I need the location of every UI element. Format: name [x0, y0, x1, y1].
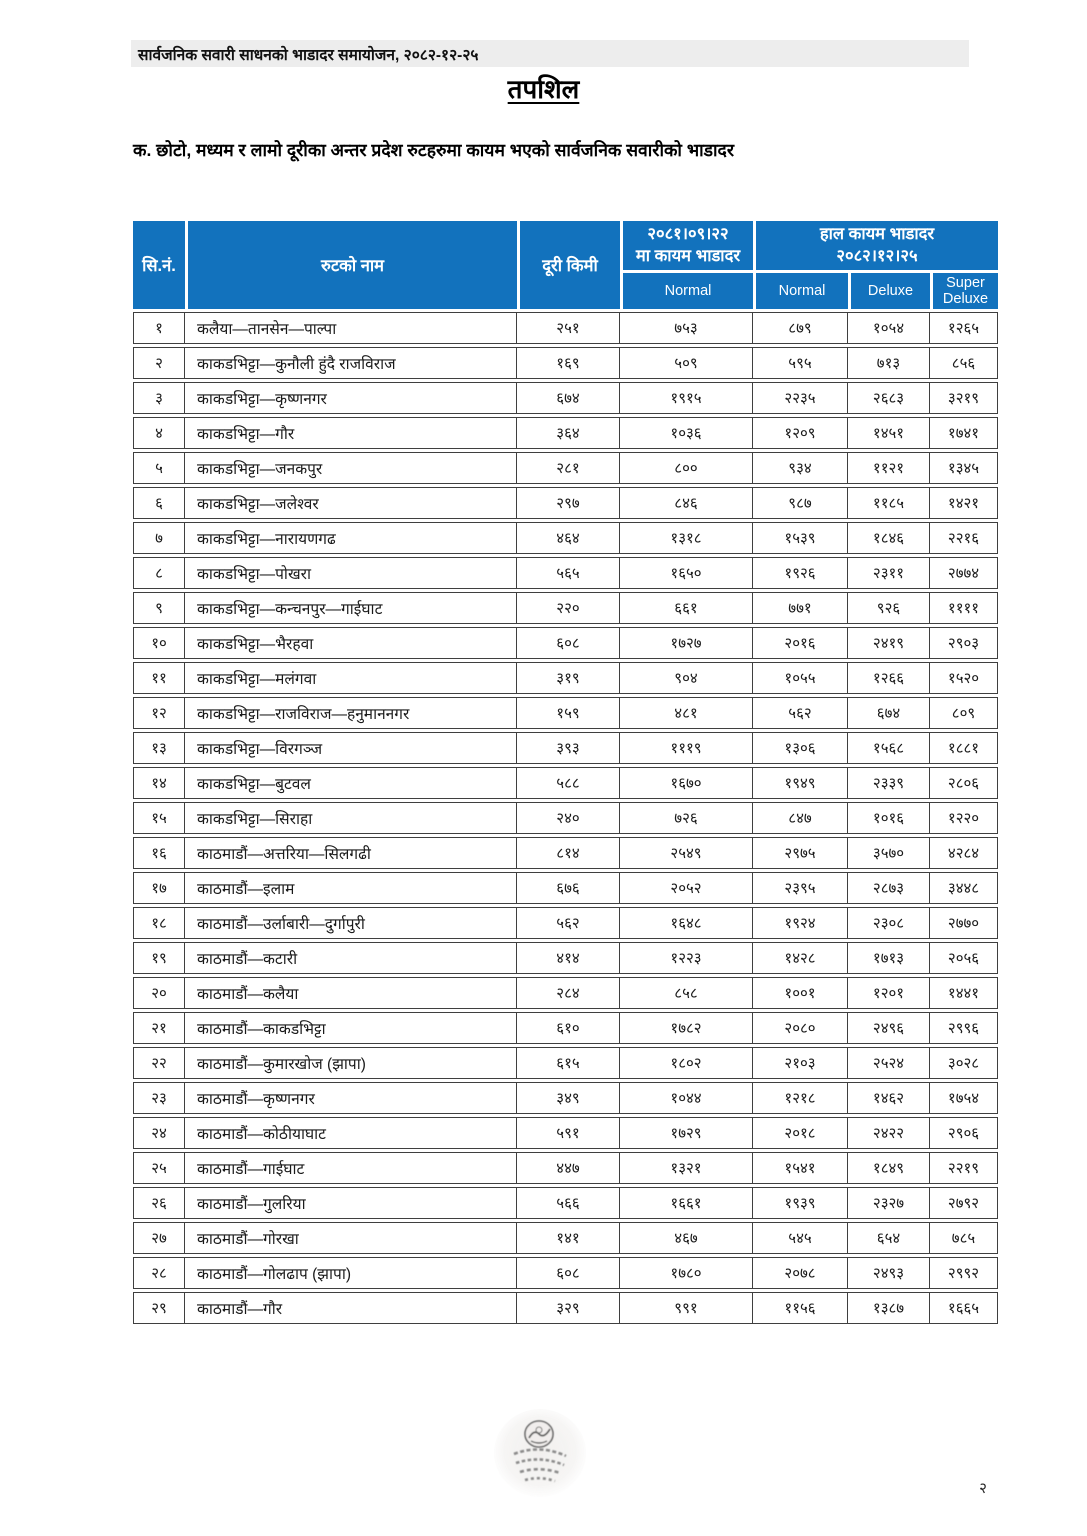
- cell-deluxe-fare: १०१६: [848, 802, 930, 834]
- cell-distance: १५९: [517, 697, 620, 729]
- cell-serial-number: १०: [133, 627, 185, 659]
- cell-serial-number: २१: [133, 1012, 185, 1044]
- cell-serial-number: ४: [133, 417, 185, 449]
- cell-deluxe-fare: १२६६: [848, 662, 930, 694]
- cell-normal-fare: १२१८: [753, 1082, 848, 1114]
- cell-super-deluxe-fare: १८८१: [930, 732, 998, 764]
- table-row: [133, 1152, 998, 1184]
- cell-normal-fare: २०८०: [753, 1012, 848, 1044]
- table-row: [133, 557, 998, 589]
- cell-serial-number: २८: [133, 1257, 185, 1289]
- cell-normal-fare: ११५६: [753, 1292, 848, 1324]
- cell-distance: ६१०: [517, 1012, 620, 1044]
- table-row: [133, 1257, 998, 1289]
- cell-old-normal-fare: ८५८: [620, 977, 753, 1009]
- cell-super-deluxe-fare: १४४१: [930, 977, 998, 1009]
- cell-route-name: काकडभिट्टा—जलेश्वर: [185, 487, 517, 519]
- cell-super-deluxe-fare: १६६५: [930, 1292, 998, 1324]
- cell-old-normal-fare: ९०४: [620, 662, 753, 694]
- cell-normal-fare: १२०९: [753, 417, 848, 449]
- cell-serial-number: १: [133, 312, 185, 344]
- cell-super-deluxe-fare: १२२०: [930, 802, 998, 834]
- cell-old-normal-fare: १६६१: [620, 1187, 753, 1219]
- cell-old-normal-fare: ५०९: [620, 347, 753, 379]
- table-row: [133, 1117, 998, 1149]
- cell-distance: ६७६: [517, 872, 620, 904]
- cell-super-deluxe-fare: २२१९: [930, 1152, 998, 1184]
- cell-route-name: काठमाडौं—गौर: [185, 1292, 517, 1324]
- table-row: [133, 592, 998, 624]
- table-row: [133, 942, 998, 974]
- cell-serial-number: २४: [133, 1117, 185, 1149]
- cell-deluxe-fare: १७१३: [848, 942, 930, 974]
- cell-super-deluxe-fare: १५२०: [930, 662, 998, 694]
- cell-route-name: काकडभिट्टा—सिराहा: [185, 802, 517, 834]
- cell-serial-number: १४: [133, 767, 185, 799]
- cell-old-normal-fare: १६४८: [620, 907, 753, 939]
- cell-normal-fare: १०५५: [753, 662, 848, 694]
- cell-route-name: काठमाडौं—गोलढाप (झापा): [185, 1257, 517, 1289]
- cell-route-name: काकडभिट्टा—पोखरा: [185, 557, 517, 589]
- cell-deluxe-fare: ६५४: [848, 1222, 930, 1254]
- cell-route-name: काकडभिट्टा—कुनौली हुंदै राजविराज: [185, 347, 517, 379]
- cell-serial-number: १६: [133, 837, 185, 869]
- cell-deluxe-fare: २३३९: [848, 767, 930, 799]
- cell-deluxe-fare: ११२१: [848, 452, 930, 484]
- cell-super-deluxe-fare: ३४४८: [930, 872, 998, 904]
- cell-super-deluxe-fare: २७७०: [930, 907, 998, 939]
- cell-serial-number: ५: [133, 452, 185, 484]
- cell-distance: ५६५: [517, 557, 620, 589]
- cell-super-deluxe-fare: २२१६: [930, 522, 998, 554]
- cell-serial-number: ३: [133, 382, 185, 414]
- cell-deluxe-fare: २५२४: [848, 1047, 930, 1079]
- cell-route-name: काठमाडौं—कृष्णनगर: [185, 1082, 517, 1114]
- cell-old-normal-fare: ८००: [620, 452, 753, 484]
- cell-serial-number: १८: [133, 907, 185, 939]
- current-fare-label: हाल कायम भाडादर: [819, 225, 935, 243]
- col-header-distance-km: दूरी किमी: [517, 221, 620, 309]
- col-header-route-name: रुटको नाम: [185, 221, 517, 309]
- cell-super-deluxe-fare: १७५४: [930, 1082, 998, 1114]
- cell-normal-fare: ५६२: [753, 697, 848, 729]
- cell-old-normal-fare: ८४६: [620, 487, 753, 519]
- col-header-old-fare: [620, 221, 753, 270]
- cell-old-normal-fare: १६५०: [620, 557, 753, 589]
- table-row: [133, 312, 998, 344]
- cell-super-deluxe-fare: ४२८४: [930, 837, 998, 869]
- current-fare-date: २०८२।१२।२५: [836, 247, 918, 266]
- cell-route-name: काकडभिट्टा—नारायणगढ: [185, 522, 517, 554]
- cell-route-name: काकडभिट्टा—राजविराज—हनुमाननगर: [185, 697, 517, 729]
- table-row: [133, 1292, 998, 1324]
- cell-deluxe-fare: ११८५: [848, 487, 930, 519]
- cell-route-name: काठमाडौं—कटारी: [185, 942, 517, 974]
- cell-distance: २२०: [517, 592, 620, 624]
- cell-deluxe-fare: २४९६: [848, 1012, 930, 1044]
- cell-distance: ६०८: [517, 1257, 620, 1289]
- cell-deluxe-fare: १४६२: [848, 1082, 930, 1114]
- cell-super-deluxe-fare: १७४१: [930, 417, 998, 449]
- cell-route-name: काकडभिट्टा—गौर: [185, 417, 517, 449]
- cell-deluxe-fare: ६७४: [848, 697, 930, 729]
- cell-route-name: काठमाडौं—उर्लाबारी—दुर्गापुरी: [185, 907, 517, 939]
- cell-deluxe-fare: २४१९: [848, 627, 930, 659]
- cell-old-normal-fare: १९१५: [620, 382, 753, 414]
- cell-route-name: काठमाडौं—अत्तरिया—सिलगढी: [185, 837, 517, 869]
- cell-old-normal-fare: १३२१: [620, 1152, 753, 1184]
- cell-normal-fare: २०१६: [753, 627, 848, 659]
- cell-normal-fare: ५४५: [753, 1222, 848, 1254]
- old-fare-label: मा कायम भाडादर: [635, 247, 741, 266]
- section-subtitle: क. छोटो, मध्यम र लामो दूरीका अन्तर प्रदेश रुटहरुमा कायम भएको सार्वजनिक सवारीको भाडादर: [133, 140, 735, 160]
- document-header-bar: [131, 40, 969, 67]
- cell-old-normal-fare: १२२३: [620, 942, 753, 974]
- cell-distance: १४१: [517, 1222, 620, 1254]
- cell-serial-number: २९: [133, 1292, 185, 1324]
- cell-serial-number: १२: [133, 697, 185, 729]
- table-row: [133, 907, 998, 939]
- cell-super-deluxe-fare: ८५६: [930, 347, 998, 379]
- cell-route-name: काकडभिट्टा—भैरहवा: [185, 627, 517, 659]
- cell-deluxe-fare: २३११: [848, 557, 930, 589]
- cell-old-normal-fare: ७५३: [620, 312, 753, 344]
- cell-normal-fare: ९८७: [753, 487, 848, 519]
- cell-deluxe-fare: १०५४: [848, 312, 930, 344]
- cell-normal-fare: ७७१: [753, 592, 848, 624]
- cell-normal-fare: २०७८: [753, 1257, 848, 1289]
- cell-old-normal-fare: १७८२: [620, 1012, 753, 1044]
- cell-distance: २४०: [517, 802, 620, 834]
- cell-deluxe-fare: १५६८: [848, 732, 930, 764]
- cell-route-name: काठमाडौं—इलाम: [185, 872, 517, 904]
- table-row: [133, 522, 998, 554]
- cell-serial-number: ७: [133, 522, 185, 554]
- cell-serial-number: ८: [133, 557, 185, 589]
- table-row: [133, 802, 998, 834]
- cell-deluxe-fare: १४५१: [848, 417, 930, 449]
- cell-normal-fare: १९३९: [753, 1187, 848, 1219]
- cell-serial-number: २६: [133, 1187, 185, 1219]
- cell-old-normal-fare: १३१८: [620, 522, 753, 554]
- cell-route-name: काठमाडौं—गाईघाट: [185, 1152, 517, 1184]
- cell-super-deluxe-fare: ३२१९: [930, 382, 998, 414]
- fare-table-header: [133, 221, 998, 309]
- cell-old-normal-fare: १८०२: [620, 1047, 753, 1079]
- cell-distance: ३२९: [517, 1292, 620, 1324]
- cell-normal-fare: २२३५: [753, 382, 848, 414]
- cell-serial-number: १५: [133, 802, 185, 834]
- table-row: [133, 452, 998, 484]
- cell-deluxe-fare: २६८३: [848, 382, 930, 414]
- cell-super-deluxe-fare: २९०३: [930, 627, 998, 659]
- table-row: [133, 767, 998, 799]
- cell-super-deluxe-fare: ७८५: [930, 1222, 998, 1254]
- cell-normal-fare: १५३९: [753, 522, 848, 554]
- cell-normal-fare: २१०३: [753, 1047, 848, 1079]
- cell-distance: ५६२: [517, 907, 620, 939]
- cell-normal-fare: २०१८: [753, 1117, 848, 1149]
- fare-table-body: [133, 312, 998, 1324]
- cell-super-deluxe-fare: २७७४: [930, 557, 998, 589]
- cell-route-name: काठमाडौं—कलैया: [185, 977, 517, 1009]
- header-bar-text: सार्वजनिक सवारी साधनको भाडादर समायोजन, २०८२-१२-२५: [138, 46, 479, 64]
- cell-distance: ५९१: [517, 1117, 620, 1149]
- cell-deluxe-fare: १८४९: [848, 1152, 930, 1184]
- old-fare-date: २०८१।०९।२२: [647, 225, 729, 243]
- cell-normal-fare: १९२६: [753, 557, 848, 589]
- cell-super-deluxe-fare: १३४५: [930, 452, 998, 484]
- fare-table: [133, 218, 998, 1327]
- cell-serial-number: २: [133, 347, 185, 379]
- table-row: [133, 1187, 998, 1219]
- cell-distance: २९७: [517, 487, 620, 519]
- cell-deluxe-fare: २३२७: [848, 1187, 930, 1219]
- stamp-watermark: [492, 1408, 588, 1500]
- cell-distance: ५८८: [517, 767, 620, 799]
- cell-deluxe-fare: १८४६: [848, 522, 930, 554]
- cell-route-name: काठमाडौं—गोरखा: [185, 1222, 517, 1254]
- cell-serial-number: २०: [133, 977, 185, 1009]
- cell-normal-fare: ८४७: [753, 802, 848, 834]
- cell-old-normal-fare: २५४९: [620, 837, 753, 869]
- cell-normal-fare: १३०६: [753, 732, 848, 764]
- subcol-normal: Normal: [753, 273, 848, 309]
- cell-normal-fare: ९३४: [753, 452, 848, 484]
- cell-serial-number: १९: [133, 942, 185, 974]
- cell-route-name: काकडभिट्टा—कन्चनपुर—गाईघाट: [185, 592, 517, 624]
- cell-deluxe-fare: २८७३: [848, 872, 930, 904]
- subcol-deluxe: Deluxe: [848, 273, 930, 309]
- cell-super-deluxe-fare: २०५६: [930, 942, 998, 974]
- cell-route-name: काठमाडौं—कुमारखोज (झापा): [185, 1047, 517, 1079]
- cell-route-name: काकडभिट्टा—बुटवल: [185, 767, 517, 799]
- table-row: [133, 1012, 998, 1044]
- cell-serial-number: २२: [133, 1047, 185, 1079]
- cell-distance: ३१९: [517, 662, 620, 694]
- cell-serial-number: ९: [133, 592, 185, 624]
- cell-deluxe-fare: १३८७: [848, 1292, 930, 1324]
- table-row: [133, 1222, 998, 1254]
- cell-old-normal-fare: ६६१: [620, 592, 753, 624]
- col-header-serial-number: सि.नं.: [133, 221, 185, 309]
- cell-serial-number: ६: [133, 487, 185, 519]
- cell-old-normal-fare: ४६७: [620, 1222, 753, 1254]
- cell-super-deluxe-fare: ३०२८: [930, 1047, 998, 1079]
- cell-normal-fare: ८७९: [753, 312, 848, 344]
- cell-distance: ८१४: [517, 837, 620, 869]
- page-title: तपशिल: [507, 74, 580, 104]
- page-title-wrap: [0, 70, 1087, 106]
- cell-deluxe-fare: १२०१: [848, 977, 930, 1009]
- cell-super-deluxe-fare: १४२१: [930, 487, 998, 519]
- cell-deluxe-fare: ३५७०: [848, 837, 930, 869]
- cell-distance: ४६४: [517, 522, 620, 554]
- cell-deluxe-fare: २३०८: [848, 907, 930, 939]
- cell-route-name: काकडभिट्टा—जनकपुर: [185, 452, 517, 484]
- cell-old-normal-fare: ९९१: [620, 1292, 753, 1324]
- cell-super-deluxe-fare: १२६५: [930, 312, 998, 344]
- table-row: [133, 382, 998, 414]
- cell-serial-number: २७: [133, 1222, 185, 1254]
- cell-serial-number: १३: [133, 732, 185, 764]
- cell-super-deluxe-fare: ८०९: [930, 697, 998, 729]
- table-row: [133, 627, 998, 659]
- official-stamp-icon: [492, 1408, 588, 1500]
- cell-old-normal-fare: १७२९: [620, 1117, 753, 1149]
- emblem-icon: [525, 1421, 553, 1447]
- table-row: [133, 487, 998, 519]
- cell-old-normal-fare: ४८१: [620, 697, 753, 729]
- cell-normal-fare: १४२८: [753, 942, 848, 974]
- cell-distance: १६९: [517, 347, 620, 379]
- cell-super-deluxe-fare: २७९२: [930, 1187, 998, 1219]
- cell-distance: २८१: [517, 452, 620, 484]
- cell-distance: ४४७: [517, 1152, 620, 1184]
- cell-normal-fare: २३९५: [753, 872, 848, 904]
- cell-distance: ३९३: [517, 732, 620, 764]
- cell-old-normal-fare: ७२६: [620, 802, 753, 834]
- table-row: [133, 347, 998, 379]
- cell-normal-fare: ५९५: [753, 347, 848, 379]
- cell-distance: ६१५: [517, 1047, 620, 1079]
- cell-super-deluxe-fare: ११११: [930, 592, 998, 624]
- table-row: [133, 1047, 998, 1079]
- cell-old-normal-fare: १०३६: [620, 417, 753, 449]
- cell-deluxe-fare: ९२६: [848, 592, 930, 624]
- cell-route-name: काठमाडौं—कोठीयाघाट: [185, 1117, 517, 1149]
- cell-distance: ४१४: [517, 942, 620, 974]
- cell-distance: ५६६: [517, 1187, 620, 1219]
- page-number: २: [979, 1480, 987, 1497]
- cell-route-name: काठमाडौं—गुलरिया: [185, 1187, 517, 1219]
- cell-old-normal-fare: २०५२: [620, 872, 753, 904]
- table-row: [133, 1082, 998, 1114]
- table-row: [133, 837, 998, 869]
- table-row: [133, 697, 998, 729]
- cell-normal-fare: २९७५: [753, 837, 848, 869]
- table-row: [133, 872, 998, 904]
- cell-route-name: काकडभिट्टा—विरगञ्ज: [185, 732, 517, 764]
- cell-normal-fare: १५४१: [753, 1152, 848, 1184]
- cell-super-deluxe-fare: २९९२: [930, 1257, 998, 1289]
- cell-deluxe-fare: २४९३: [848, 1257, 930, 1289]
- cell-serial-number: २५: [133, 1152, 185, 1184]
- cell-old-normal-fare: १११९: [620, 732, 753, 764]
- table-row: [133, 662, 998, 694]
- cell-old-normal-fare: १७८०: [620, 1257, 753, 1289]
- cell-distance: २५१: [517, 312, 620, 344]
- cell-old-normal-fare: १७२७: [620, 627, 753, 659]
- cell-old-normal-fare: १६७०: [620, 767, 753, 799]
- cell-super-deluxe-fare: २९९६: [930, 1012, 998, 1044]
- cell-route-name: काठमाडौं—काकडभिट्टा: [185, 1012, 517, 1044]
- cell-normal-fare: १९४९: [753, 767, 848, 799]
- subcol-super-deluxe: Super Deluxe: [930, 273, 998, 309]
- cell-serial-number: २३: [133, 1082, 185, 1114]
- cell-distance: ६७४: [517, 382, 620, 414]
- cell-distance: ३४९: [517, 1082, 620, 1114]
- cell-route-name: कलैया—तानसेन—पाल्पा: [185, 312, 517, 344]
- cell-route-name: काकडभिट्टा—कृष्णनगर: [185, 382, 517, 414]
- cell-old-normal-fare: १०४४: [620, 1082, 753, 1114]
- table-row: [133, 417, 998, 449]
- cell-distance: २८४: [517, 977, 620, 1009]
- col-header-current-fare: [753, 221, 998, 270]
- cell-route-name: काकडभिट्टा—मलंगवा: [185, 662, 517, 694]
- cell-serial-number: १७: [133, 872, 185, 904]
- subcol-old-normal: Normal: [620, 273, 753, 309]
- cell-distance: ३६४: [517, 417, 620, 449]
- cell-deluxe-fare: २४२२: [848, 1117, 930, 1149]
- cell-super-deluxe-fare: २८०६: [930, 767, 998, 799]
- cell-super-deluxe-fare: २९०६: [930, 1117, 998, 1149]
- cell-distance: ६०८: [517, 627, 620, 659]
- cell-normal-fare: १००१: [753, 977, 848, 1009]
- table-row: [133, 977, 998, 1009]
- table-row: [133, 732, 998, 764]
- cell-deluxe-fare: ७१३: [848, 347, 930, 379]
- cell-normal-fare: १९२४: [753, 907, 848, 939]
- cell-serial-number: ११: [133, 662, 185, 694]
